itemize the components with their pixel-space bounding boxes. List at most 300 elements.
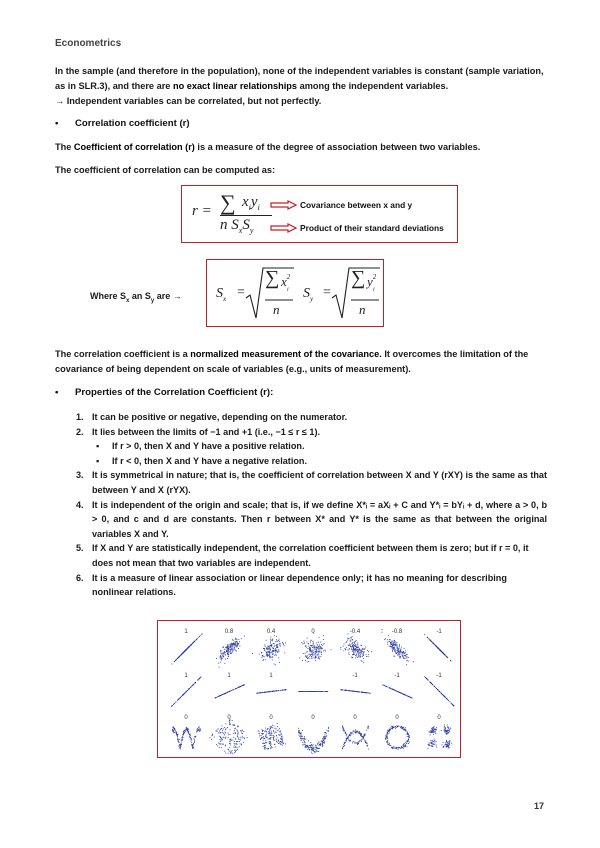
scatter-point: [444, 696, 445, 697]
scatter-point: [303, 740, 304, 741]
scatter-point: [220, 658, 221, 659]
scatter-point: [281, 690, 282, 691]
scatter-point: [302, 691, 303, 692]
scatter-point: [173, 727, 174, 728]
scatter-point: [280, 744, 281, 745]
scatter-point: [218, 728, 219, 729]
scatter-point: [177, 737, 178, 738]
scatter-point: [353, 691, 354, 692]
scatter-point: [234, 649, 235, 650]
scatter-point: [233, 733, 234, 734]
scatter-point: [275, 747, 276, 748]
scatter-point: [353, 652, 354, 653]
scatter-point: [235, 751, 236, 752]
scatter-point: [349, 735, 350, 736]
scatter-point: [311, 745, 312, 746]
scatter-point: [266, 731, 267, 732]
scatter-point: [266, 733, 267, 734]
scatter-point: [278, 730, 279, 731]
scatter-point: [403, 744, 404, 745]
scatter-point: [355, 732, 356, 733]
intro-bold: no exact linear relationships: [172, 81, 298, 91]
scatter-point: [272, 640, 273, 641]
scatter-point: [220, 729, 221, 730]
scatter-point: [182, 653, 183, 654]
scatter-point: [360, 657, 361, 658]
scatter-point: [443, 742, 444, 743]
scatter-point: [301, 740, 302, 741]
scatter-point: [240, 739, 241, 740]
scatter-point: [408, 743, 409, 744]
item-text: If X and Y are statistically independent, the correlation coefficient between them is zero; but if r = 0, it does not mean that two variables are independent.: [92, 543, 529, 568]
scatter-point: [305, 739, 306, 740]
scatter-point: [233, 753, 234, 754]
scatter-point: [400, 658, 401, 659]
item-number: 1.: [76, 412, 84, 422]
scatter-point: [237, 741, 238, 742]
scatter-point: [179, 744, 180, 745]
scatter-point: [319, 658, 320, 659]
scatter-point: [220, 653, 221, 654]
scatter-point: [311, 744, 312, 745]
scatter-point: [449, 742, 450, 743]
scatter-point: [402, 655, 403, 656]
scatter-point: [316, 747, 317, 748]
scatter-point: [345, 649, 346, 650]
scatter-point: [240, 743, 241, 744]
scatter-point: [305, 744, 306, 745]
scatter-point: [190, 645, 191, 646]
scatter-point: [432, 746, 433, 747]
scatter-point: [318, 642, 319, 643]
formula-numerator: [242, 194, 260, 212]
scatter-point: [318, 648, 319, 649]
scatter-point: [359, 656, 360, 657]
scatter-point: [401, 746, 402, 747]
scatter-point: [350, 645, 351, 646]
running-header: Econometrics: [55, 38, 122, 49]
scatter-point: [180, 747, 181, 748]
scatter-point: [407, 741, 408, 742]
scatter-point: [385, 638, 386, 639]
scatter-point: [270, 649, 271, 650]
scatter-point: [178, 699, 179, 700]
scatter-point: [364, 651, 365, 652]
scatter-point: [178, 742, 179, 743]
scatter-point: [281, 739, 282, 740]
scatter-point: [345, 648, 346, 649]
scatter-point: [359, 648, 360, 649]
scatter-point: [274, 650, 275, 651]
scatter-point: [317, 644, 318, 645]
scatter-point: [232, 750, 233, 751]
scatter-point: [263, 660, 264, 661]
scatter-point: [226, 650, 227, 651]
scatter-point: [432, 742, 433, 743]
scatter-point: [281, 734, 282, 735]
scatter-point: [242, 736, 243, 737]
scatter-point: [361, 652, 362, 653]
list-item: [76, 410, 547, 425]
scatter-point: [217, 696, 218, 697]
scatter-point: [305, 646, 306, 647]
scatter-point: [265, 748, 266, 749]
scatter-point: [359, 655, 360, 656]
scatter-point: [404, 729, 405, 730]
scatter-point: [317, 654, 318, 655]
scatter-point: [405, 652, 406, 653]
scatter-point: [323, 742, 324, 743]
scatter-point: [301, 736, 302, 737]
scatter-point: [356, 650, 357, 651]
scatter-point: [233, 747, 234, 748]
scatter-point: [408, 739, 409, 740]
scatter-point: [358, 654, 359, 655]
item-number: 4.: [76, 499, 84, 510]
scatter-point: [432, 731, 433, 732]
scatter-point: [405, 744, 406, 745]
scatter-point: [236, 750, 237, 751]
scatter-point: [407, 746, 408, 747]
sy-symbol: [303, 286, 313, 303]
scatter-point: [308, 643, 309, 644]
scatter-point: [324, 738, 325, 739]
scatter-point: [229, 648, 230, 649]
scatter-point: [394, 641, 395, 642]
scatter-point: [194, 742, 195, 743]
scatter-point: [363, 658, 364, 659]
scatter-point: [346, 735, 347, 736]
scatter-point: [266, 640, 267, 641]
scatter-point: [272, 747, 273, 748]
scatter-point: [193, 747, 194, 748]
scatter-point: [237, 687, 238, 688]
scatter-point: [223, 652, 224, 653]
scatter-point: [319, 748, 320, 749]
scatter-point: [263, 738, 264, 739]
scatter-point: [270, 726, 271, 727]
scatter-point: [179, 739, 180, 740]
scatter-point: [312, 753, 313, 754]
scatter-point: [226, 693, 227, 694]
scatter-point: [328, 728, 329, 729]
scatter-point: [275, 641, 276, 642]
item-number: 6.: [76, 572, 84, 583]
scatter-point: [229, 691, 230, 692]
scatter-point: [224, 727, 225, 728]
scatter-point: [225, 659, 226, 660]
scatter-point: [307, 651, 308, 652]
scatter-point: [242, 738, 243, 739]
scatter-point: [239, 739, 240, 740]
correlation-label: 0: [311, 715, 315, 721]
scatter-point: [312, 749, 313, 750]
scatter-point: [222, 739, 223, 740]
scatter-point: [449, 730, 450, 731]
scatter-point: [316, 751, 317, 752]
scatter-point: [317, 744, 318, 745]
scatter-point: [357, 743, 358, 744]
scatter-point: [436, 727, 437, 728]
scatter-point: [264, 748, 265, 749]
scatter-point: [171, 706, 172, 707]
scatter-point: [358, 733, 359, 734]
scatter-point: [344, 743, 345, 744]
scatter-point: [195, 682, 196, 683]
scatter-point: [262, 734, 263, 735]
scatter-point: [345, 690, 346, 691]
scatter-point: [325, 738, 326, 739]
scatter-point: [302, 742, 303, 743]
scatter-point: [313, 642, 314, 643]
scatter-point: [313, 750, 314, 751]
scatter-point: [352, 644, 353, 645]
scatter-point: [364, 734, 365, 735]
scatter-point: [364, 740, 365, 741]
scatter-point: [227, 653, 228, 654]
scatter-point: [232, 740, 233, 741]
scatter-point: [429, 639, 430, 640]
scatter-point: [229, 743, 230, 744]
scatter-point: [300, 733, 301, 734]
scatter-point: [362, 736, 363, 737]
correlation-label: 1: [184, 629, 188, 635]
scatter-point: [218, 733, 219, 734]
scatter-point: [227, 727, 228, 728]
scatter-point: [305, 742, 306, 743]
scatter-point: [310, 742, 311, 743]
scatter-point: [234, 743, 235, 744]
scatter-point: [409, 737, 410, 738]
scatter-point: [224, 751, 225, 752]
scatter-point: [387, 639, 388, 640]
scatter-point: [269, 741, 270, 742]
scatter-point: [235, 733, 236, 734]
scatter-point: [387, 644, 388, 645]
scatter-point: [391, 728, 392, 729]
scatter-point: [324, 743, 325, 744]
scatter-point: [267, 646, 268, 647]
scatter-point: [326, 736, 327, 737]
scatter-point: [228, 649, 229, 650]
scatter-point: [279, 734, 280, 735]
scatter-point: [322, 645, 323, 646]
scatter-point: [428, 744, 429, 745]
list-item: [76, 571, 547, 600]
scatter-point: [394, 648, 395, 649]
definition-paragraph: [55, 140, 547, 155]
scatter-point: [304, 742, 305, 743]
scatter-point: [197, 680, 198, 681]
scatter-point: [172, 729, 173, 730]
scatter-point: [403, 748, 404, 749]
scatter-point: [235, 641, 236, 642]
scatter-point: [269, 648, 270, 649]
scatter-point: [449, 732, 450, 733]
scatter-point: [349, 649, 350, 650]
scatter-point: [401, 649, 402, 650]
scatter-point: [390, 643, 391, 644]
scatter-point: [198, 730, 199, 731]
scatter-point: [344, 644, 345, 645]
scatter-point: [307, 746, 308, 747]
scatter-point: [281, 742, 282, 743]
scatter-point: [236, 729, 237, 730]
scatter-point: [230, 653, 231, 654]
scatter-point: [389, 743, 390, 744]
scatter-point: [404, 747, 405, 748]
scatter-point: [322, 648, 323, 649]
scatter-point: [241, 686, 242, 687]
scatter-point: [323, 651, 324, 652]
scatter-point: [221, 660, 222, 661]
scatter-point: [279, 643, 280, 644]
scatter-point: [431, 641, 432, 642]
correlation-label: -1: [352, 673, 358, 679]
scatter-point: [277, 640, 278, 641]
scatter-point: [271, 727, 272, 728]
scatter-point: [277, 651, 278, 652]
scatter-point: [177, 738, 178, 739]
scatter-point: [270, 645, 271, 646]
scatter-point: [355, 651, 356, 652]
scatter-point: [193, 642, 194, 643]
scatter-point: [233, 640, 234, 641]
scatter-point: [201, 676, 202, 677]
scatter-point: [186, 691, 187, 692]
scatter-point: [392, 728, 393, 729]
scatter-point: [263, 733, 264, 734]
scatter-point: [222, 653, 223, 654]
correlation-label: 0: [227, 715, 231, 721]
scatter-point: [223, 729, 224, 730]
scatter-point: [271, 646, 272, 647]
scatter-point: [366, 743, 367, 744]
scatter-point: [228, 656, 229, 657]
scatter-point: [276, 644, 277, 645]
scatter-point: [278, 651, 279, 652]
scatter-point: [403, 652, 404, 653]
scatter-point: [230, 719, 231, 720]
scatter-point: [264, 648, 265, 649]
std-product-annotation: Product of their standard deviations: [300, 223, 444, 233]
scatter-point: [308, 747, 309, 748]
scatter-point: [299, 732, 300, 733]
scatter-point: [322, 738, 323, 739]
scatter-point: [399, 647, 400, 648]
scatter-point: [272, 735, 273, 736]
scatter-point: [220, 744, 221, 745]
scatter-point: [262, 737, 263, 738]
scatter-point: [355, 657, 356, 658]
scatter-point: [433, 732, 434, 733]
scatter-point: [351, 649, 352, 650]
sy-sum: ∑: [351, 267, 366, 289]
scatter-point: [266, 734, 267, 735]
scatter-point: [315, 647, 316, 648]
scatter-point: [394, 727, 395, 728]
scatter-point: [199, 730, 200, 731]
scatter-point: [264, 743, 265, 744]
scatter-point: [244, 636, 245, 637]
scatter-point: [235, 747, 236, 748]
scatter-point: [344, 742, 345, 743]
scatter-point: [386, 737, 387, 738]
scatter-point: [357, 645, 358, 646]
scatter-point: [303, 653, 304, 654]
scatter-point: [401, 747, 402, 748]
scatter-point: [442, 694, 443, 695]
scatter-point: [393, 726, 394, 727]
scatter-point: [387, 741, 388, 742]
scatter-point: [216, 697, 217, 698]
scatter-point: [262, 730, 263, 731]
scatter-point: [352, 646, 353, 647]
scatter-point: [397, 647, 398, 648]
scatter-point: [388, 744, 389, 745]
scatter-point: [190, 737, 191, 738]
scatter-point: [309, 656, 310, 657]
scatter-point: [323, 635, 324, 636]
scatter-point: [319, 742, 320, 743]
scatter-point: [181, 744, 182, 745]
scatter-point: [394, 746, 395, 747]
scatter-point: [389, 730, 390, 731]
scatter-point: [343, 728, 344, 729]
scatter-point: [393, 645, 394, 646]
scatter-point: [263, 659, 264, 660]
scatter-point: [371, 651, 372, 652]
scatter-point: [357, 651, 358, 652]
scatter-point: [397, 648, 398, 649]
scatter-point: [277, 644, 278, 645]
scatter-point: [404, 653, 405, 654]
scatter-point: [279, 650, 280, 651]
scatter-point: [185, 731, 186, 732]
scatter-point: [224, 652, 225, 653]
scatter-point: [439, 691, 440, 692]
scatter-point: [275, 728, 276, 729]
scatter-point: [447, 727, 448, 728]
scatter-point: [275, 650, 276, 651]
scatter-point: [314, 691, 315, 692]
scatter-point: [273, 654, 274, 655]
scatter-point: [405, 730, 406, 731]
scatter-point: [174, 703, 175, 704]
scatter-point: [311, 640, 312, 641]
scatter-point: [226, 728, 227, 729]
scatter-point: [311, 651, 312, 652]
scatter-point: [181, 742, 182, 743]
scatter-point: [279, 728, 280, 729]
scatter-point: [223, 646, 224, 647]
scatter-point: [360, 740, 361, 741]
scatter-point: [194, 740, 195, 741]
correlation-label: 0.8: [224, 629, 234, 635]
scatter-point: [234, 647, 235, 648]
arrow-right-icon: [270, 223, 298, 233]
scatter-point: [278, 690, 279, 691]
scatter-point: [318, 748, 319, 749]
scatter-point: [238, 738, 239, 739]
scatter-point: [229, 647, 230, 648]
scatter-point: [403, 651, 404, 652]
scatter-point: [223, 733, 224, 734]
scatter-point: [269, 738, 270, 739]
scatter-point: [230, 753, 231, 754]
scatter-point: [395, 726, 396, 727]
den-sub-y: y: [249, 226, 254, 235]
